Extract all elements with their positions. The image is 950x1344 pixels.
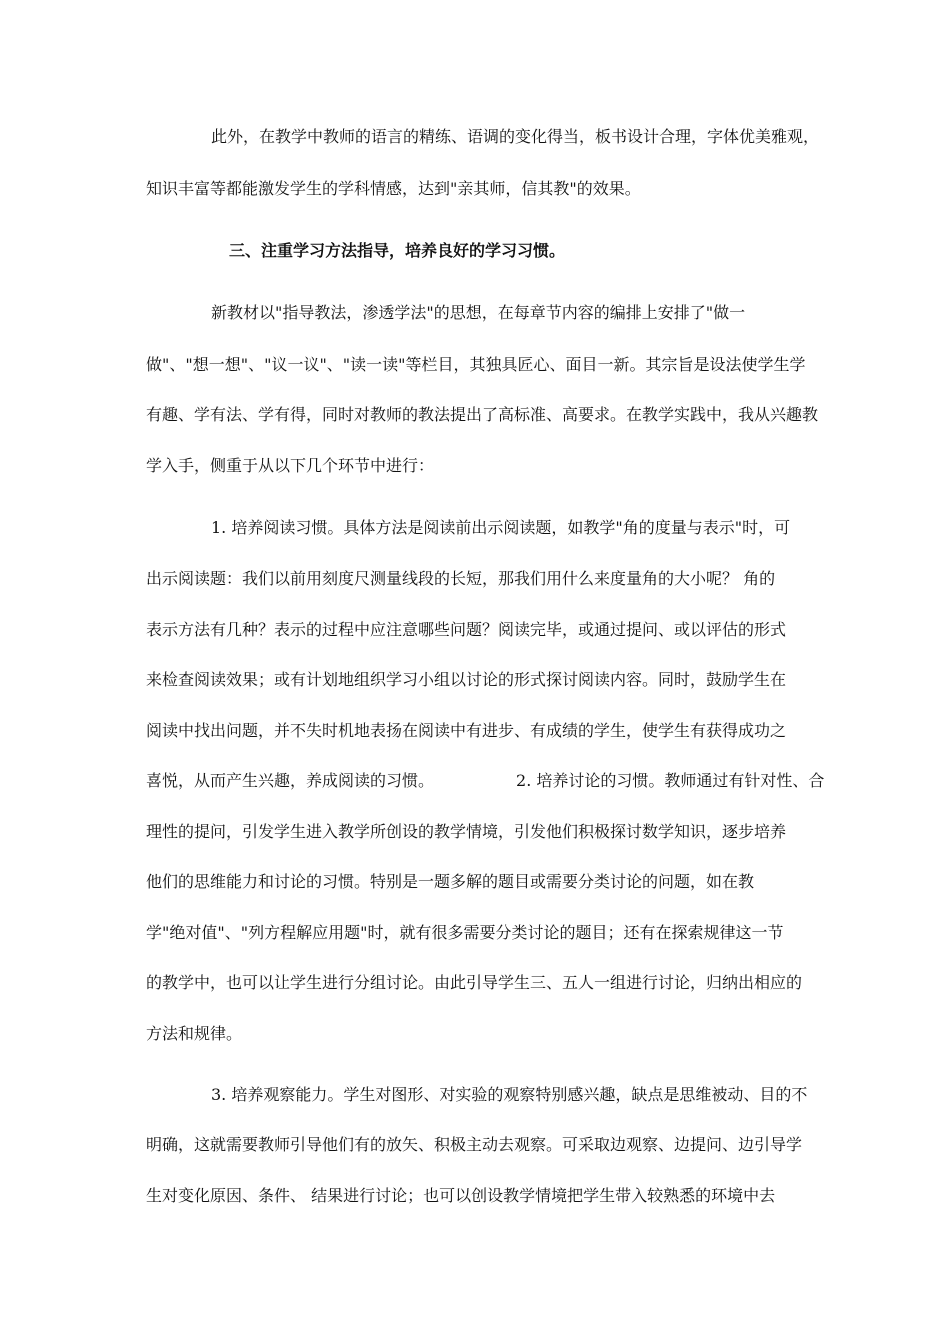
paragraph-5-line-2: 明确，这就需要教师引导他们有的放矢、积极主动去观察。可采取边观察、边提问、边引导学: [146, 1135, 803, 1154]
paragraph-3-line-6: [146, 770, 826, 792]
paragraph-2-line-1: 新教材以"指导教法，渗透学法"的思想，在每章节内容的编排上安排了"做一: [211, 303, 746, 322]
paragraph-5-line-1: 3. 培养观察能力。学生对图形、对实验的观察特别感兴趣，缺点是思维被动、目的不: [211, 1085, 808, 1104]
paragraph-4-line-1: 理性的提问，引发学生进入教学所创设的教学情境，引发他们积极探讨数学知识，逐步培养: [146, 822, 787, 841]
paragraph-4-line-3: 学"绝对值"、"列方程解应用题"时，就有很多需要分类讨论的题目；还有在探索规律这一节: [146, 923, 784, 942]
paragraph-3-line-3: 表示方法有几种？表示的过程中应注意哪些问题？阅读完毕，或通过提问、或以评估的形式: [146, 620, 787, 639]
paragraph-3-line-5: 阅读中找出问题，并不失时机地表扬在阅读中有进步、有成绩的学生，使学生有获得成功之: [146, 721, 787, 740]
paragraph-2-line-2: 做"、"想一想"、"议一议"、"读一读"等栏目，其独具匠心、面目一新。其宗旨是设法使学生学: [146, 355, 806, 374]
paragraph-5-line-3: 生对变化原因、条件、 结果进行讨论；也可以创设教学情境把学生带入较熟悉的环境中去: [146, 1186, 776, 1205]
paragraph-4-line-2: 他们的思维能力和讨论的习惯。特别是一题多解的题目或需要分类讨论的问题，如在教: [146, 872, 755, 891]
paragraph-2-line-3: 有趣、学有法、学有得，同时对教师的教法提出了高标准、高要求。在教学实践中，我从兴趣教: [146, 405, 819, 424]
paragraph-2-line-4: 学入手，侧重于从以下几个环节中进行：: [146, 456, 435, 475]
paragraph-3-line-1: 1. 培养阅读习惯。具体方法是阅读前出示阅读题，如教学"角的度量与表示"时，可: [211, 518, 791, 537]
paragraph-1-line-1: 此外，在教学中教师的语言的精练、语调的变化得当，板书设计合理，字体优美雅观，: [211, 127, 820, 146]
paragraph-4-start: 2. 培养讨论的习惯。教师通过有针对性、合: [516, 771, 825, 790]
section-heading: 三、注重学习方法指导，培养良好的学习习惯。: [229, 241, 566, 260]
paragraph-1-line-2: 知识丰富等都能激发学生的学科情感，达到"亲其师，信其教"的效果。: [146, 179, 641, 198]
paragraph-3-ending: 喜悦，从而产生兴趣，养成阅读的习惯。: [146, 771, 435, 790]
paragraph-3-line-2: 出示阅读题：我们以前用刻度尺测量线段的长短，那我们用什么来度量角的大小呢？ 角的: [146, 569, 776, 588]
paragraph-3-line-4: 来检查阅读效果；或有计划地组织学习小组以讨论的形式探讨阅读内容。同时，鼓励学生在: [146, 670, 787, 689]
paragraph-4-line-4: 的教学中，也可以让学生进行分组讨论。由此引导学生三、五人一组进行讨论，归纳出相应的: [146, 973, 803, 992]
paragraph-4-line-5: 方法和规律。: [146, 1024, 243, 1043]
